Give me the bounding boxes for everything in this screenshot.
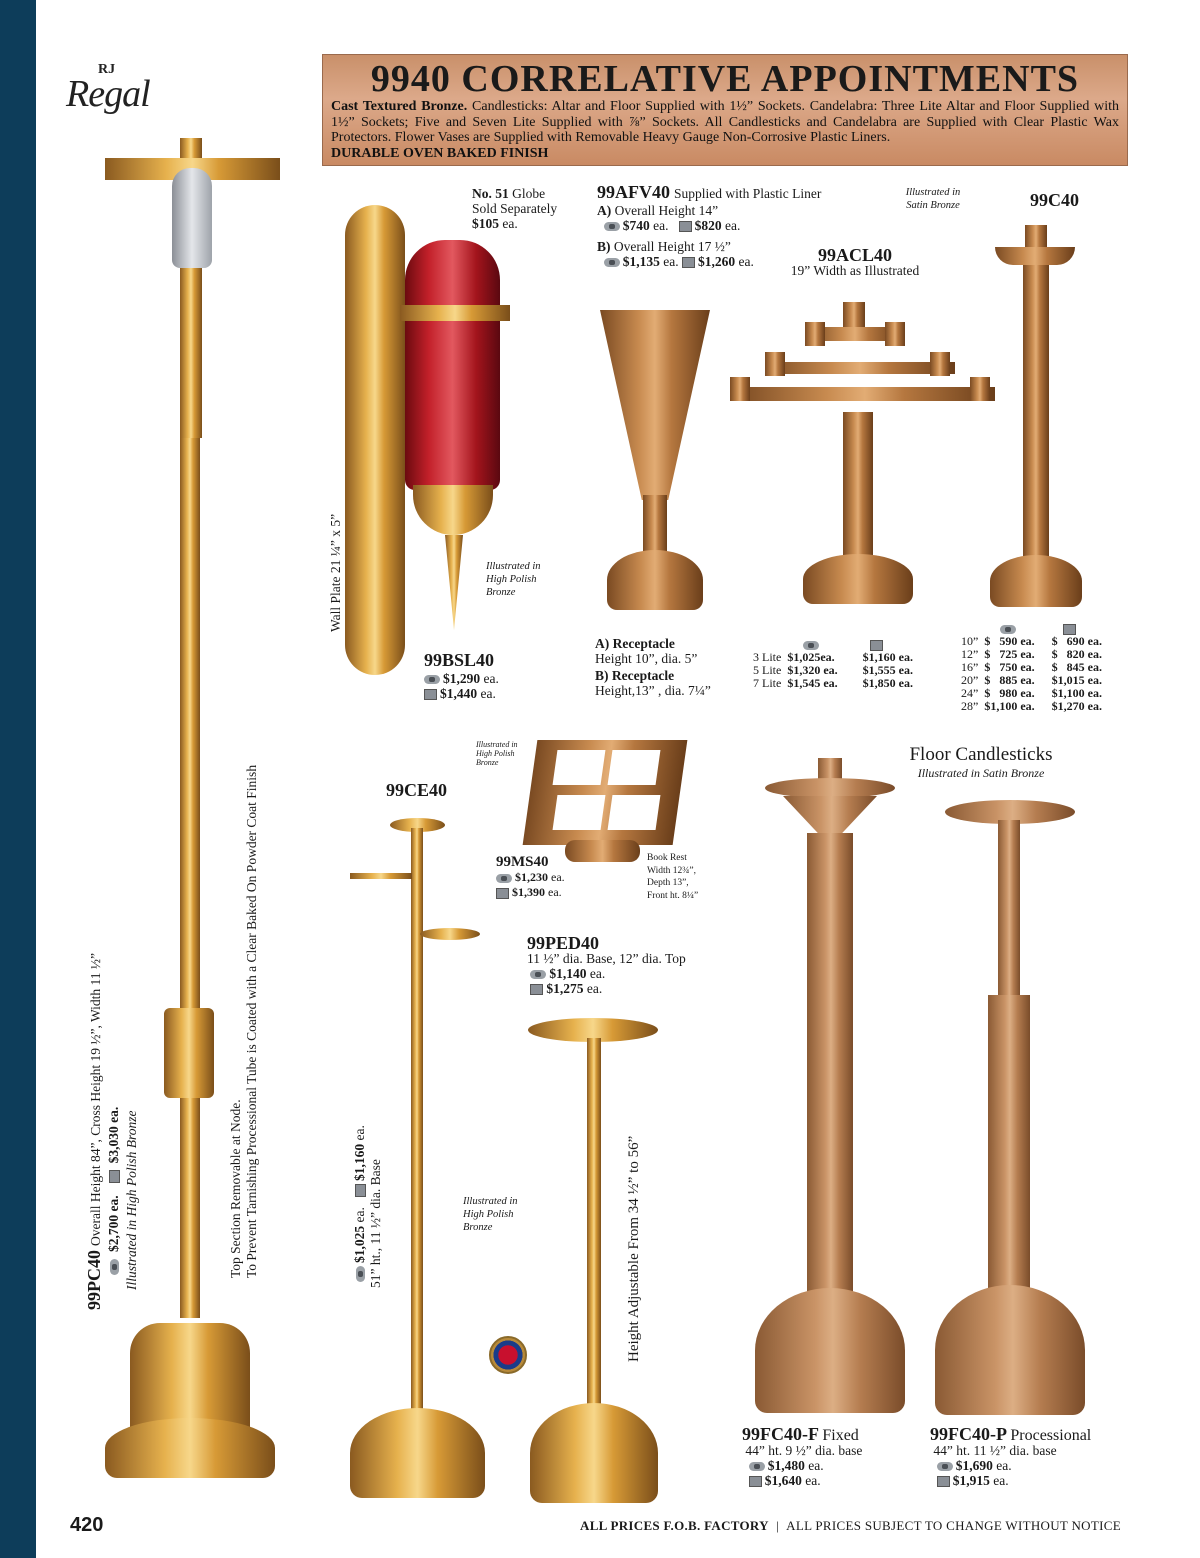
book-rest-width: Width 12¾”, — [647, 865, 696, 876]
receptacle-a-label: A) Receptacle — [595, 636, 675, 651]
floor-candlesticks-heading — [908, 744, 1054, 781]
candelabra-lite: 3 Lite — [753, 650, 782, 664]
vase-image — [595, 310, 715, 620]
candlestick-price-satin: $ 885 ea. — [984, 673, 1035, 687]
pedestal-info — [527, 933, 686, 996]
candlestick-price-polish: $ 690 ea. — [1051, 634, 1102, 648]
sanctuary-lamp-image — [345, 205, 535, 675]
globe-price: $105 — [472, 216, 499, 231]
ea-label: ea. — [653, 218, 669, 233]
fixed-label: Fixed — [822, 1427, 859, 1444]
floor-candlesticks-subtitle: Illustrated in Satin Bronze — [917, 766, 1045, 780]
candlestick-price-satin: $ 980 ea. — [984, 686, 1035, 700]
ea-label: ea. — [993, 1473, 1009, 1488]
candelabra-heading — [788, 245, 922, 278]
footer-notice: ALL PRICES SUBJECT TO CHANGE WITHOUT NOTICE — [786, 1518, 1121, 1533]
ea-label: ea. — [586, 981, 603, 996]
globe-ea: ea. — [502, 216, 518, 231]
ea-label: ea. — [996, 1458, 1012, 1473]
product-code-99c40: 99C40 — [1030, 190, 1079, 210]
candlestick-price-polish: $ 845 ea. — [1051, 660, 1102, 674]
candlestick-price-table — [958, 622, 1105, 713]
product-code-99ms40: 99MS40 — [496, 854, 549, 870]
polish-finish-icon — [109, 1170, 120, 1183]
footer-note — [580, 1518, 1121, 1534]
processional-cross-illustrated-note: Illustrated in High Polish Bronze — [124, 1110, 139, 1290]
ea-label: ea. — [551, 870, 565, 884]
brand-logo — [66, 62, 156, 122]
satin-finish-icon — [424, 675, 440, 684]
product-code-99fc40-p: 99FC40-P — [930, 1424, 1007, 1444]
wall-plate-size: Wall Plate 21 ¼” x 5” — [328, 513, 343, 632]
missal-stand-price-satin: $1,230 — [515, 870, 548, 884]
satin-finish-icon — [110, 1259, 119, 1275]
book-rest-spec — [647, 852, 698, 902]
footer-separator: | — [776, 1518, 780, 1533]
ea-label: ea. — [724, 218, 741, 233]
header-description — [331, 99, 1119, 146]
polish-finish-icon — [530, 984, 543, 995]
candlestick-size: 24” — [961, 686, 979, 700]
candlestick-price-polish: $1,015 ea. — [1051, 673, 1102, 687]
receptacle-b-spec: Height,13” , dia. 7¼” — [595, 683, 711, 698]
satin-finish-icon — [496, 874, 512, 883]
missal-stand-info — [496, 855, 565, 900]
missal-stand-image — [510, 740, 690, 865]
ea-label: ea. — [805, 1473, 821, 1488]
vase-b-price-polish: $1,260 — [697, 254, 736, 269]
ea-label: ea. — [480, 686, 496, 701]
polish-finish-icon — [682, 257, 695, 268]
candelabra-price-satin: $1,320 ea. — [787, 663, 838, 677]
candlestick-price-polish: $ 820 ea. — [1051, 647, 1102, 661]
receptacle-info — [595, 636, 711, 698]
header-desc-text: Candlesticks: Altar and Floor Supplied with 1½” Sockets. Candelabra: Three Lite Altar and Floor Supplied with 1½” Sockets; Five and Seven Lite Supplied with ⅞” Sockets. All Candlesticks and Candelabra are Supplied with Clear Plastic Wax Protectors. Flower Vases are Supplied with Removable Heavy Gauge Non-Corrosive Plastic Liners. — [331, 99, 1120, 145]
left-color-band — [0, 0, 36, 1558]
polish-finish-icon — [749, 1476, 762, 1487]
candelabra-row — [750, 677, 916, 690]
footer-fob: ALL PRICES F.O.B. FACTORY — [580, 1518, 769, 1533]
pedestal-price-satin: $1,140 — [549, 966, 587, 981]
page-title: 9940 CORRELATIVE APPOINTMENTS — [370, 58, 1080, 100]
header-finish: DURABLE OVEN BAKED FINISH — [331, 145, 549, 161]
pedestal-illustrated: Illustrated in High Polish Bronze — [463, 1196, 518, 1233]
polish-finish-icon — [424, 689, 437, 700]
candelabra-lite: 5 Lite — [753, 663, 782, 677]
candelabra-price-polish: $1,555 ea. — [862, 663, 913, 677]
ea-label: ea. — [738, 254, 754, 269]
candelabra-price-polish: $1,850 ea. — [862, 676, 913, 690]
satin-finish-icon — [356, 1266, 365, 1282]
page-number: 420 — [70, 1514, 104, 1536]
satin-finish-icon — [803, 641, 819, 650]
candlestick-row — [958, 700, 1105, 713]
product-code-99bsl40: 99BSL40 — [424, 650, 495, 670]
globe-note: Sold Separately — [472, 201, 558, 216]
sanctuary-lamp-price-satin: $1,290 — [443, 671, 481, 686]
sanctuary-lamp-price-polish: $1,440 — [440, 686, 478, 701]
candelabra-lite: 7 Lite — [753, 676, 782, 690]
product-code-99fc40-f: 99FC40-F — [742, 1424, 819, 1444]
missal-stand-illustrated: Illustrated in High Polish Bronze — [476, 740, 518, 767]
sanctuary-lamp-illustrated: Illustrated in High Polish Bronze — [486, 561, 541, 598]
logo-text: Regal — [66, 73, 150, 115]
pedestal-image — [525, 1018, 665, 1518]
processional-cross-price-satin: $2,700 ea. — [106, 1195, 121, 1252]
missal-stand-price-polish: $1,390 — [512, 885, 545, 899]
vase-b-price-satin: $1,135 — [622, 254, 660, 269]
candlestick-price-satin: $ 725 ea. — [984, 647, 1035, 661]
candlestick-size: 10” — [961, 634, 979, 648]
vase-liner-note: Supplied with Plastic Liner — [674, 186, 822, 201]
globe-info — [472, 186, 557, 231]
processional-label: Processional — [1010, 1427, 1092, 1444]
fixed-price-polish: $1,640 — [764, 1473, 802, 1488]
vase-a-label: A) — [597, 203, 612, 218]
book-rest-depth: Depth 13”, — [647, 878, 689, 888]
polish-finish-icon — [355, 1184, 366, 1197]
header-banner — [322, 54, 1128, 166]
censer-stand-price-satin: $1,025 — [352, 1225, 367, 1263]
product-code-99ped40: 99PED40 — [527, 933, 599, 953]
candelabra-price-polish: $1,160 ea. — [862, 650, 913, 664]
censer-stand-prices — [352, 1125, 367, 1282]
processional-cross-price-polish: $3,030 ea. — [106, 1106, 121, 1164]
usa-seal-icon — [489, 1336, 527, 1374]
candlestick-size: 20” — [961, 673, 979, 687]
candlestick-price-polish: $1,100 ea. — [1051, 686, 1102, 700]
processional-cross-image — [100, 128, 290, 1518]
book-rest-front: Front ht. 8¼” — [647, 890, 699, 901]
candlestick-price-satin: $ 590 ea. — [984, 634, 1035, 648]
product-code-99acl40: 99ACL40 — [817, 245, 892, 265]
fixed-price-satin: $1,480 — [767, 1458, 805, 1473]
vase-a-price-polish: $820 — [694, 218, 722, 233]
candlestick-size: 12” — [961, 647, 979, 661]
receptacle-b-label: B) Receptacle — [595, 668, 675, 683]
floor-candlesticks-title: Floor Candlesticks — [909, 744, 1053, 765]
product-code-99ce40: 99CE40 — [386, 780, 448, 800]
ea-label: ea. — [352, 1125, 367, 1141]
sanctuary-lamp-info — [424, 650, 499, 701]
floor-candlestick-proc-image — [930, 800, 1090, 1418]
product-code-99afv40: 99AFV40 — [597, 182, 670, 202]
vase-a-price-satin: $740 — [622, 218, 650, 233]
censer-stand-spec: 51” ht., 11 ½” dia. Base — [368, 1159, 383, 1288]
candelabra-price-satin: $1,545 ea. — [787, 676, 838, 690]
candlestick-image — [985, 225, 1095, 610]
candelabra-satin-note: Illustrated in Satin Bronze — [905, 187, 961, 211]
candlestick-price-polish: $1,270 ea. — [1051, 699, 1102, 713]
floor-candlestick-fixed-image — [745, 758, 915, 1418]
ea-label: ea. — [589, 966, 606, 981]
receptacle-a-spec: Height 10”, dia. 5” — [595, 651, 698, 666]
processional-cross-prices — [105, 1107, 123, 1275]
ea-label: ea. — [483, 671, 499, 686]
candelabra-price-table — [750, 638, 916, 690]
pedestal-spec: 11 ½” dia. Base, 12” dia. Top — [527, 951, 686, 966]
candlestick-price-satin: $ 750 ea. — [984, 660, 1035, 674]
processional-cross-dimensions: Overall Height 84”, Cross Height 19 ½”, Width 11 ½” — [88, 952, 103, 1246]
candlestick-size: 28” — [961, 699, 979, 713]
floor-candlestick-fixed-info — [742, 1424, 863, 1488]
candelabra-width: 19” Width as Illustrated — [790, 263, 920, 278]
ea-label: ea. — [808, 1458, 824, 1473]
candlestick-price-satin: $1,100 ea. — [984, 699, 1035, 713]
satin-finish-icon — [937, 1462, 953, 1471]
processional-cross-spec — [84, 953, 105, 1310]
product-code-99pc40: 99PC40 — [84, 1250, 104, 1310]
vase-a-spec: Overall Height 14” — [614, 203, 719, 218]
candlestick-size: 16” — [961, 660, 979, 674]
satin-finish-icon — [1000, 625, 1016, 634]
polish-finish-icon — [937, 1476, 950, 1487]
floor-candlestick-proc-info — [930, 1424, 1092, 1488]
vase-b-label: B) — [597, 239, 611, 254]
proc-price-satin: $1,690 — [955, 1458, 993, 1473]
polish-finish-icon — [679, 221, 692, 232]
pedestal-height-note: Height Adjustable From 34 ½” to 56” — [626, 1135, 642, 1362]
ea-label: ea. — [663, 254, 679, 269]
logo-mark: RJ — [98, 62, 116, 77]
censer-stand-price-polish: $1,160 — [352, 1143, 367, 1182]
tube-note-1: Top Section Removable at Node. — [228, 1099, 243, 1278]
proc-spec: 44” ht. 11 ½” dia. base — [933, 1443, 1057, 1458]
satin-finish-icon — [749, 1462, 765, 1471]
fixed-spec: 44” ht. 9 ½” dia. base — [745, 1443, 863, 1458]
polish-finish-icon — [496, 888, 509, 899]
tube-note-2: To Prevent Tarnishing Processional Tube is Coated with a Clear Baked On Powder Coat Finish — [244, 764, 259, 1278]
pedestal-price-polish: $1,275 — [546, 981, 584, 996]
satin-finish-icon — [604, 258, 620, 267]
ea-label: ea. — [352, 1207, 367, 1223]
ea-label: ea. — [548, 885, 562, 899]
proc-price-polish: $1,915 — [952, 1473, 990, 1488]
header-lead: Cast Textured Bronze. — [331, 99, 468, 114]
candelabra-price-satin: $1,025ea. — [787, 650, 835, 664]
globe-label: Globe — [512, 186, 546, 201]
book-rest-label: Book Rest — [647, 853, 687, 863]
globe-code: No. 51 — [472, 186, 509, 201]
candelabra-image — [725, 292, 1005, 610]
satin-finish-icon — [530, 970, 546, 979]
satin-finish-icon — [604, 222, 620, 231]
vase-b-spec: Overall Height 17 ½” — [613, 239, 731, 254]
